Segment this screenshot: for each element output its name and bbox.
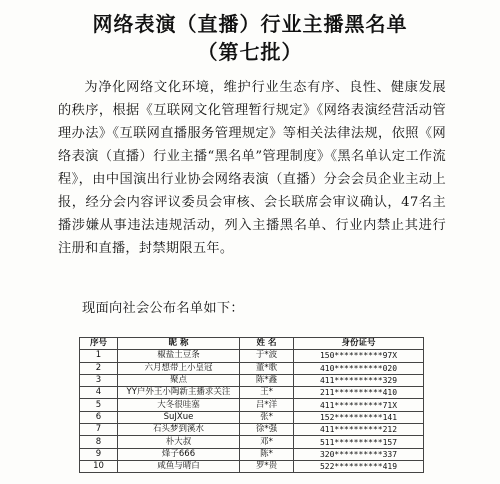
cell-index: 8 bbox=[80, 436, 118, 448]
cell-name: 罗*贵 bbox=[240, 460, 294, 472]
cell-index: 2 bbox=[80, 362, 118, 374]
table-row bbox=[80, 460, 424, 472]
document-subtitle: （第七批） bbox=[197, 40, 303, 64]
cell-id-number: 211**********410 bbox=[294, 387, 424, 399]
cell-name: 徐*强 bbox=[240, 424, 294, 436]
cell-index: 7 bbox=[80, 424, 118, 436]
header-index: 序号 bbox=[80, 338, 118, 350]
table-row bbox=[80, 411, 424, 423]
cell-id-number: 511**********157 bbox=[294, 436, 424, 448]
cell-nickname: 朴大叔 bbox=[118, 436, 240, 448]
cell-nickname: SuJXue bbox=[118, 411, 240, 423]
cell-index: 9 bbox=[80, 448, 118, 460]
cell-index: 4 bbox=[80, 387, 118, 399]
list-intro: 现面向社会公布名单如下： bbox=[82, 301, 244, 316]
table-row bbox=[80, 387, 424, 399]
table-row bbox=[80, 362, 424, 374]
cell-index: 10 bbox=[80, 460, 118, 472]
document-title: 网络表演（直播）行业主播黑名单 bbox=[92, 12, 408, 36]
blacklist-table bbox=[79, 337, 424, 473]
table-header-row bbox=[80, 338, 424, 350]
cell-nickname: 椒盐土豆条 bbox=[118, 350, 240, 362]
cell-id-number: 150**********97X bbox=[294, 350, 424, 362]
cell-name: 陈* bbox=[240, 448, 294, 460]
cell-index: 6 bbox=[80, 411, 118, 423]
cell-id-number: 152**********141 bbox=[294, 411, 424, 423]
cell-name: 董*歌 bbox=[240, 362, 294, 374]
table-row bbox=[80, 350, 424, 362]
cell-nickname: 六月想带上小皇冠 bbox=[118, 362, 240, 374]
header-nickname: 昵 称 bbox=[118, 338, 240, 350]
cell-index: 1 bbox=[80, 350, 118, 362]
body-paragraph: 为净化网络文化环境，维护行业生态有序、良性、健康发展的秩序，根据《互联网文化管理暂行规定》《网络表演经营活动管理办法》《互联网直播服务管理规定》等相关法律法规，依照《网络表演（直播）行业主播“黑名单”管理制度》《黑名单认定工作流程》，由中国演出行业协会网络表演（直播）分会会员企业主动上报，经分会内容评议委员会审核、会长联席会审议确认，47名主播涉嫌从事违法违规活动，列入主播黑名单、行业内禁止其进行注册和直播，封禁期限五年。 bbox=[58, 80, 446, 256]
cell-name: 邓* bbox=[240, 436, 294, 448]
cell-index: 3 bbox=[80, 374, 118, 386]
cell-id-number: 522**********419 bbox=[294, 460, 424, 472]
cell-nickname: 聚点 bbox=[118, 374, 240, 386]
cell-id-number: 410**********020 bbox=[294, 362, 424, 374]
table-row bbox=[80, 436, 424, 448]
cell-id-number: 320**********337 bbox=[294, 448, 424, 460]
cell-id-number: 411**********71X bbox=[294, 399, 424, 411]
cell-name: 张* bbox=[240, 411, 294, 423]
cell-nickname: YY户外王小陶新主播求关注 bbox=[118, 387, 240, 399]
cell-nickname: 烽子666 bbox=[118, 448, 240, 460]
cell-name: 吕*洋 bbox=[240, 399, 294, 411]
table-row bbox=[80, 374, 424, 386]
header-id-number: 身份证号 bbox=[294, 338, 424, 350]
cell-id-number: 411**********212 bbox=[294, 424, 424, 436]
table-row bbox=[80, 424, 424, 436]
cell-name: 陈*鑫 bbox=[240, 374, 294, 386]
cell-nickname: 大冬很哇塞 bbox=[118, 399, 240, 411]
body-paragraph-block bbox=[58, 76, 446, 260]
cell-nickname: 咸鱼与晴白 bbox=[118, 460, 240, 472]
table-body bbox=[80, 350, 424, 473]
cell-index: 5 bbox=[80, 399, 118, 411]
cell-id-number: 411**********329 bbox=[294, 374, 424, 386]
cell-nickname: 石头梦到溪水 bbox=[118, 424, 240, 436]
table-row bbox=[80, 448, 424, 460]
cell-name: 于*波 bbox=[240, 350, 294, 362]
cell-name: 王* bbox=[240, 387, 294, 399]
table-row bbox=[80, 399, 424, 411]
header-name: 姓 名 bbox=[240, 338, 294, 350]
